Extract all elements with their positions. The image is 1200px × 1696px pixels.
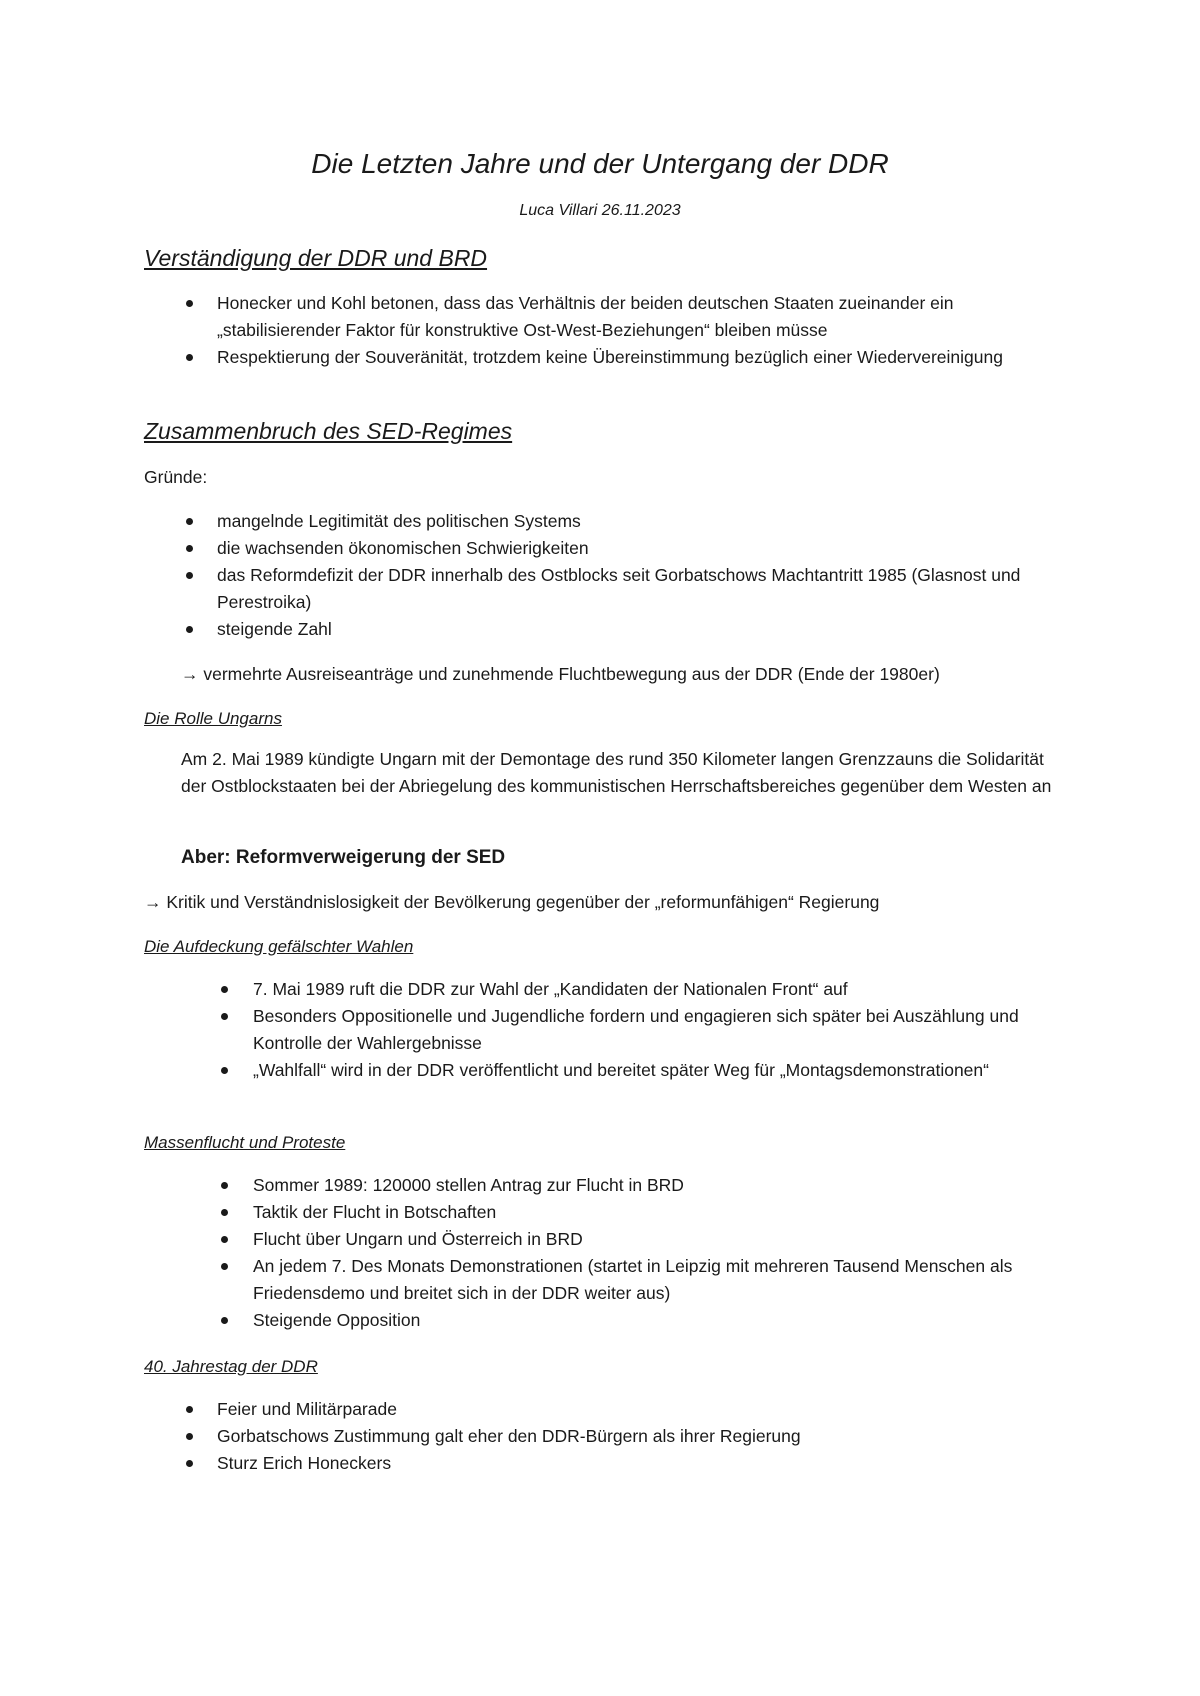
heading-wahlen: Die Aufdeckung gefälschter Wahlen — [144, 937, 414, 956]
critique-text: → Kritik und Verständnislosigkeit der Bevölkerung gegenüber der „reformunfähigen“ Regierung — [144, 892, 880, 912]
bullet-icon — [221, 1013, 228, 1020]
gruende-label: Gründe: — [144, 467, 208, 487]
list-item: Gorbatschows Zustimmung galt eher den DDR-Bürgern als ihrer Regierung — [217, 1423, 1057, 1450]
bullet-icon — [186, 626, 193, 633]
list-gruende — [217, 508, 1057, 643]
heading-jahrestag: 40. Jahrestag der DDR — [144, 1357, 318, 1376]
reform-heading: Aber: Reformverweigerung der SED — [181, 847, 506, 868]
bullet-icon — [186, 545, 193, 552]
list-item: Besonders Oppositionelle und Jugendliche fordern und engagieren sich später bei Auszählung und Kontrolle der Wahlergebnisse — [253, 1003, 1063, 1057]
ungarn-paragraph: Am 2. Mai 1989 kündigte Ungarn mit der Demontage des rund 350 Kilometer langen Grenzzauns die Solidarität der Ostblockstaaten bei der Abriegelung des kommunistischen Herrschaftsbereiches gegenüber dem Westen an — [181, 749, 1052, 796]
list-item: Respektierung der Souveränität, trotzdem keine Übereinstimmung bezüglich einer Wiedervereinigung — [217, 344, 1057, 371]
list-wahlen — [253, 976, 1063, 1084]
document-title: Die Letzten Jahre und der Untergang der DDR — [311, 148, 889, 179]
author-date: Luca Villari 26.11.2023 — [519, 202, 681, 219]
consequence-text: → vermehrte Ausreiseanträge und zunehmende Fluchtbewegung aus der DDR (Ende der 1980er) — [181, 664, 940, 684]
bullet-icon — [186, 518, 193, 525]
bullet-icon — [186, 300, 193, 307]
list-item: An jedem 7. Des Monats Demonstrationen (startet in Leipzig mit mehreren Tausend Menschen als Friedensdemo und breitet sich in der DDR weiter aus) — [253, 1253, 1063, 1307]
list-item: Sommer 1989: 120000 stellen Antrag zur Flucht in BRD — [253, 1172, 1063, 1199]
list-item: Steigende Opposition — [253, 1307, 1063, 1334]
list-item: Feier und Militärparade — [217, 1396, 1057, 1423]
list-verstaendigung — [217, 290, 1057, 371]
heading-rolle-ungarns: Die Rolle Ungarns — [144, 709, 282, 728]
list-item: Taktik der Flucht in Botschaften — [253, 1199, 1063, 1226]
list-jahrestag — [217, 1396, 1057, 1477]
heading-zusammenbruch: Zusammenbruch des SED-Regimes — [144, 418, 513, 444]
list-item: 7. Mai 1989 ruft die DDR zur Wahl der „Kandidaten der Nationalen Front“ auf — [253, 976, 1063, 1003]
list-item: Sturz Erich Honeckers — [217, 1450, 1057, 1477]
bullet-icon — [221, 1317, 228, 1324]
list-item: die wachsenden ökonomischen Schwierigkeiten — [217, 535, 1057, 562]
heading-verstaendigung: Verständigung der DDR und BRD — [144, 245, 488, 271]
bullet-icon — [221, 1182, 228, 1189]
list-item: steigende Zahl — [217, 616, 1057, 643]
bullet-icon — [186, 354, 193, 361]
bullet-icon — [221, 986, 228, 993]
bullet-icon — [186, 1460, 193, 1467]
list-item: mangelnde Legitimität des politischen Systems — [217, 508, 1057, 535]
bullet-icon — [186, 1406, 193, 1413]
bullet-icon — [186, 1433, 193, 1440]
list-item: das Reformdefizit der DDR innerhalb des Ostblocks seit Gorbatschows Machtantritt 1985 (Glasnost und Perestroika) — [217, 562, 1057, 616]
list-item: „Wahlfall“ wird in der DDR veröffentlicht und bereitet später Weg für „Montagsdemonstrationen“ — [253, 1057, 1063, 1084]
bullet-icon — [221, 1067, 228, 1074]
bullet-icon — [221, 1209, 228, 1216]
heading-massenflucht: Massenflucht und Proteste — [144, 1133, 346, 1152]
bullet-icon — [221, 1263, 228, 1270]
list-item: Honecker und Kohl betonen, dass das Verhältnis der beiden deutschen Staaten zueinander ein „stabilisierender Faktor für konstruktive Ost-West-Beziehungen“ bleiben müsse — [217, 290, 1057, 344]
list-item: Flucht über Ungarn und Österreich in BRD — [253, 1226, 1063, 1253]
bullet-icon — [221, 1236, 228, 1243]
bullet-icon — [186, 572, 193, 579]
list-massenflucht — [253, 1172, 1063, 1334]
